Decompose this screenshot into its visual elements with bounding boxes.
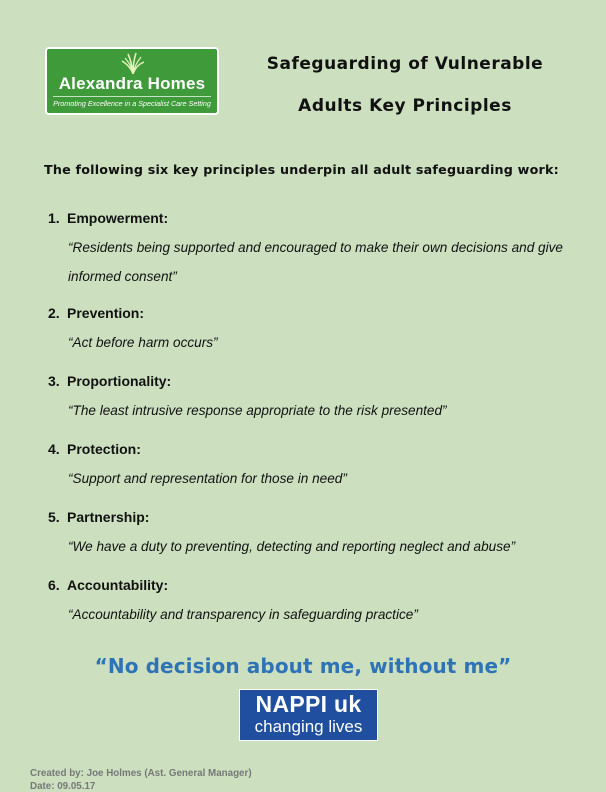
principle-number: 1. — [48, 210, 60, 226]
principle-number: 4. — [48, 441, 60, 457]
principle-quote: “We have a duty to preventing, detecting and reporting neglect and abuse” — [68, 539, 516, 554]
footer-date: Date: 09.05.17 — [30, 781, 96, 792]
page-title-line2: Adults Key Principles — [298, 96, 512, 116]
principle-quote: “Act before harm occurs” — [68, 335, 218, 350]
principle-protection — [48, 441, 593, 493]
slogan: “No decision about me, without me” — [94, 654, 512, 678]
principle-quote: “Residents being supported and encouraged to make their own decisions and give informed consent” — [68, 240, 563, 284]
principle-number: 6. — [48, 577, 60, 593]
principle-name: Accountability: — [67, 577, 169, 593]
logo-name: Alexandra Homes — [58, 74, 206, 93]
nappi-uk-logo — [239, 689, 378, 741]
principle-quote: “Accountability and transparency in safeguarding practice” — [68, 607, 418, 622]
principle-proportionality — [48, 373, 593, 425]
principle-name: Prevention: — [67, 305, 145, 321]
nappi-logo-title: NAPPI uk — [255, 691, 362, 717]
principle-number: 2. — [48, 305, 60, 321]
principle-name: Protection: — [67, 441, 141, 457]
principle-prevention — [48, 305, 593, 357]
logo-tagline: Promoting Excellence in a Specialist Care Setting — [53, 96, 211, 108]
page-title-line1: Safeguarding of Vulnerable — [266, 54, 544, 74]
principle-empowerment — [48, 210, 593, 291]
principle-quote: “Support and representation for those in need” — [68, 471, 347, 486]
principle-quote: “The least intrusive response appropriate to the risk presented” — [68, 403, 447, 418]
principle-name: Proportionality: — [67, 373, 172, 389]
nappi-logo-tagline: changing lives — [254, 717, 363, 736]
alexandra-homes-logo — [45, 47, 219, 115]
grass-icon — [119, 52, 147, 74]
principle-name: Partnership: — [67, 509, 150, 525]
footer-created-by: Created by: Joe Holmes (Ast. General Manager) — [30, 768, 252, 779]
principle-accountability — [48, 577, 593, 629]
principle-name: Empowerment: — [67, 210, 169, 226]
principle-partnership — [48, 509, 593, 561]
principle-number: 3. — [48, 373, 60, 389]
intro-text: The following six key principles underpin all adult safeguarding work: — [44, 162, 559, 177]
principle-number: 5. — [48, 509, 60, 525]
